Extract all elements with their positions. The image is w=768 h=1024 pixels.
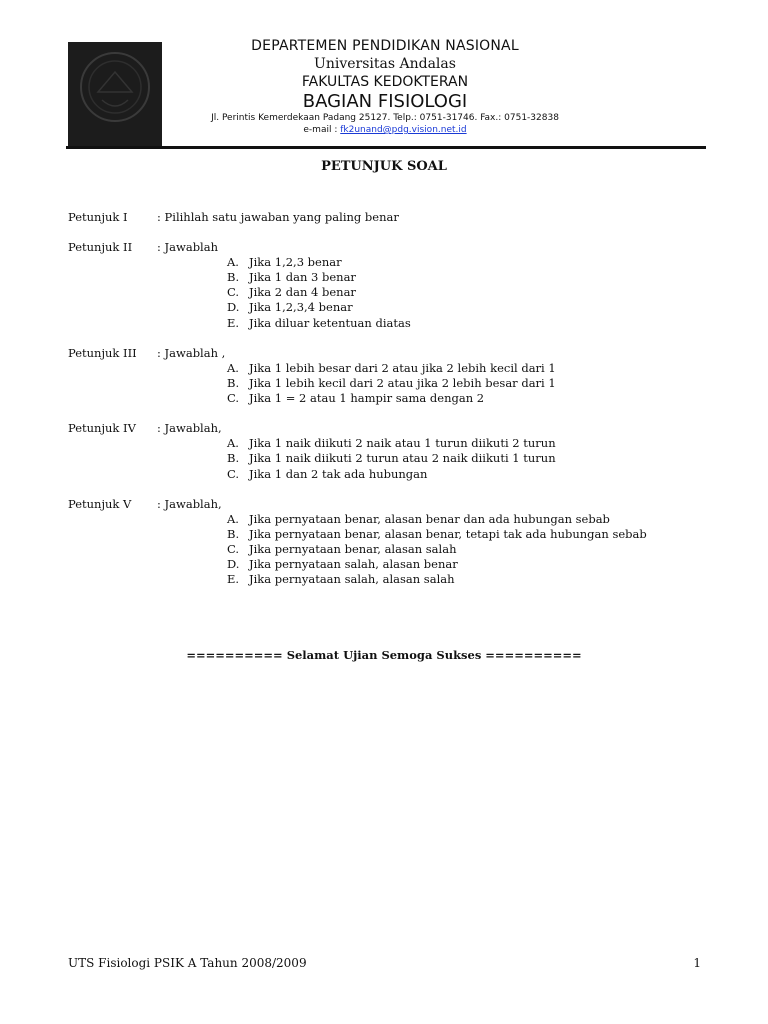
instruction-text: : Pilihlah satu jawaban yang paling benar bbox=[157, 210, 399, 224]
page-title: PETUNJUK SOAL bbox=[321, 159, 447, 174]
option-item bbox=[227, 572, 455, 586]
option-text: Jika pernyataan benar, alasan benar, tetapi tak ada hubungan sebab bbox=[249, 527, 647, 541]
option-item bbox=[227, 451, 556, 465]
instruction-label: Petunjuk IV bbox=[68, 421, 136, 435]
option-letter: E. bbox=[227, 572, 240, 586]
option-text: Jika 1,2,3 benar bbox=[249, 255, 342, 269]
option-text: Jika diluar ketentuan diatas bbox=[249, 316, 411, 330]
option-text: Jika 1 dan 3 benar bbox=[249, 270, 356, 284]
option-item bbox=[227, 467, 427, 481]
instruction-label: Petunjuk V bbox=[68, 497, 132, 511]
option-letter: B. bbox=[227, 376, 240, 390]
option-item bbox=[227, 391, 484, 405]
option-text: Jika pernyataan salah, alasan benar bbox=[249, 557, 458, 571]
option-item bbox=[227, 255, 342, 269]
option-text: Jika 1 naik diikuti 2 turun atau 2 naik diikuti 1 turun bbox=[249, 451, 556, 465]
email-line bbox=[170, 125, 600, 135]
option-item bbox=[227, 316, 411, 330]
option-text: Jika 2 dan 4 benar bbox=[249, 285, 356, 299]
instruction-text: : Jawablah, bbox=[157, 497, 222, 511]
university-seal-icon bbox=[68, 42, 162, 148]
division-name: BAGIAN FISIOLOGI bbox=[302, 91, 468, 112]
option-letter: B. bbox=[227, 527, 240, 541]
option-letter: A. bbox=[227, 512, 239, 526]
option-letter: C. bbox=[227, 285, 240, 299]
option-item bbox=[227, 512, 610, 526]
closing-message: ========== Selamat Ujian Semoga Sukses ========== bbox=[186, 648, 582, 662]
option-text: Jika 1 lebih besar dari 2 atau jika 2 lebih kecil dari 1 bbox=[249, 361, 556, 375]
footer-exam-title: UTS Fisiologi PSIK A Tahun 2008/2009 bbox=[68, 956, 307, 970]
option-item bbox=[227, 376, 556, 390]
option-letter: C. bbox=[227, 467, 240, 481]
option-text: Jika 1 naik diikuti 2 naik atau 1 turun diikuti 2 turun bbox=[249, 436, 556, 450]
option-item bbox=[227, 361, 556, 375]
option-item bbox=[227, 300, 353, 314]
department-name: DEPARTEMEN PENDIDIKAN NASIONAL bbox=[251, 38, 519, 54]
option-text: Jika 1 lebih kecil dari 2 atau jika 2 lebih besar dari 1 bbox=[249, 376, 556, 390]
address-line: Jl. Perintis Kemerdekaan Padang 25127. Telp.: 0751-31746. Fax.: 0751-32838 bbox=[211, 113, 559, 123]
option-letter: A. bbox=[227, 361, 239, 375]
option-letter: E. bbox=[227, 316, 240, 330]
page-number: 1 bbox=[693, 956, 701, 970]
option-letter: A. bbox=[227, 436, 239, 450]
option-item bbox=[227, 436, 556, 450]
option-letter: D. bbox=[227, 557, 240, 571]
option-item bbox=[227, 527, 647, 541]
option-text: Jika 1,2,3,4 benar bbox=[249, 300, 353, 314]
option-letter: C. bbox=[227, 542, 240, 556]
option-item bbox=[227, 557, 458, 571]
option-letter: B. bbox=[227, 270, 240, 284]
email-label: e-mail : bbox=[303, 125, 341, 135]
faculty-name: FAKULTAS KEDOKTERAN bbox=[301, 74, 469, 90]
instruction-label: Petunjuk III bbox=[68, 346, 137, 360]
option-letter: B. bbox=[227, 451, 240, 465]
option-letter: C. bbox=[227, 391, 240, 405]
instruction-text: : Jawablah, bbox=[157, 421, 222, 435]
option-item bbox=[227, 542, 456, 556]
instruction-label: Petunjuk II bbox=[68, 240, 133, 254]
option-letter: D. bbox=[227, 300, 240, 314]
option-item bbox=[227, 285, 356, 299]
option-text: Jika pernyataan benar, alasan salah bbox=[249, 542, 457, 556]
option-text: Jika pernyataan salah, alasan salah bbox=[249, 572, 455, 586]
option-text: Jika pernyataan benar, alasan benar dan ada hubungan sebab bbox=[249, 512, 610, 526]
option-item bbox=[227, 270, 356, 284]
option-letter: A. bbox=[227, 255, 239, 269]
university-name: Universitas Andalas bbox=[314, 56, 456, 72]
instruction-text: : Jawablah , bbox=[157, 346, 226, 360]
instruction-text: : Jawablah bbox=[157, 240, 218, 254]
option-text: Jika 1 = 2 atau 1 hampir sama dengan 2 bbox=[249, 391, 485, 405]
email-link[interactable]: fk2unand@pdg.vision.net.id bbox=[340, 125, 467, 135]
header-divider bbox=[66, 146, 706, 149]
instruction-label: Petunjuk I bbox=[68, 210, 128, 224]
option-text: Jika 1 dan 2 tak ada hubungan bbox=[249, 467, 428, 481]
